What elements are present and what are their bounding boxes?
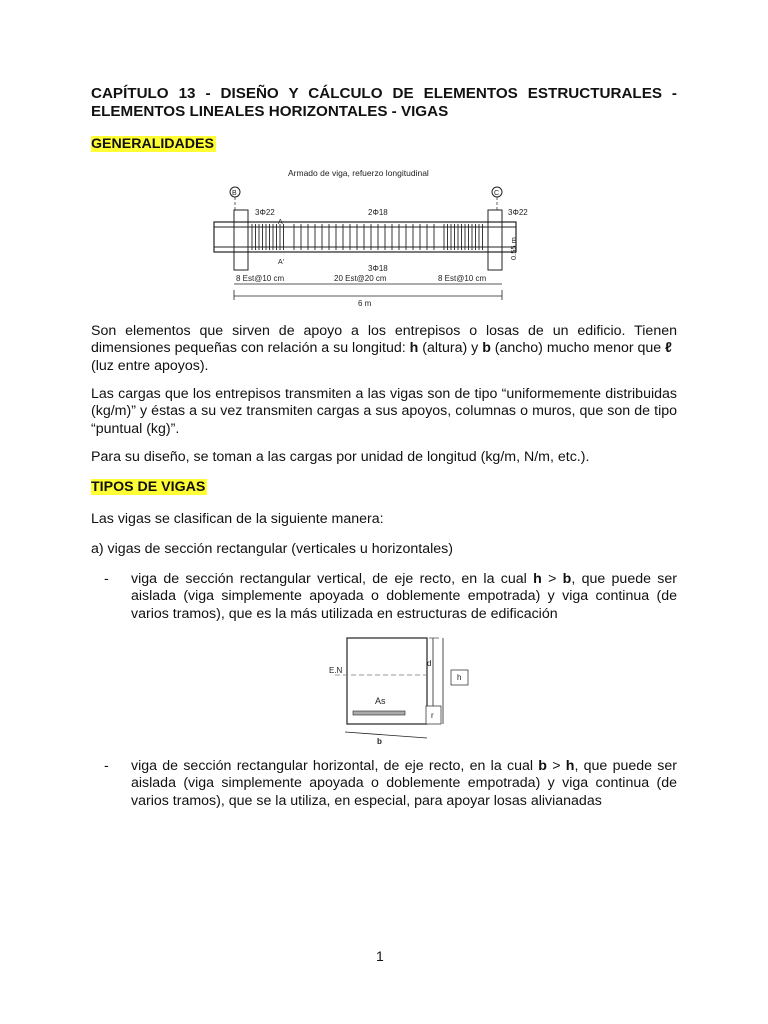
r-label: r [431, 711, 434, 720]
paragraph-classification: Las vigas se clasifican de la siguiente manera: [91, 511, 384, 527]
bullet-horizontal-beam: viga de sección rectangular horizontal, de eje recto, en la cual b > h, que puede ser aislada (viga simplemente apoyada o doblemente empotrada) y viga continua (de varios tramos), que se la utiliza, en especial, para apoyar losas alivianadas [131, 758, 677, 809]
stirrups-left-label: 8 Est@10 cm [236, 274, 285, 283]
paragraph-design: Para su diseño, se toman a las cargas por unidad de longitud (kg/m, N/m, etc.). [91, 449, 590, 465]
bullet-vertical-beam: viga de sección rectangular vertical, de eje recto, en la cual h > b, que puede ser aislada (viga simplemente apoyada o doblemente empotrada) y viga continua (de varios tramos), que es la más utilizada en estructuras de edificación [131, 571, 677, 622]
top-bars-left-label: 3Φ22 [255, 208, 275, 217]
chapter-title-line2: ELEMENTOS LINEALES HORIZONTALES - VIGAS [91, 103, 449, 120]
section-a-label: A [278, 219, 283, 226]
support-right-label: C [494, 190, 500, 197]
paragraph-loads: Las cargas que los entrepisos transmiten a las vigas son de tipo “uniformemente distribuidas (kg/m)” y éstas a su vez transmiten cargas a sus apoyos, columnas o muros, que son de tipo “puntual (kg)”. [91, 386, 677, 437]
support-left-label: B [232, 190, 237, 197]
d-label: d [427, 659, 432, 668]
page-number: 1 [376, 948, 384, 964]
chapter-title [91, 85, 677, 121]
stirrups-right-label: 8 Est@10 cm [438, 274, 487, 283]
beam-reinforcement-figure [200, 160, 530, 312]
chapter-title-line1: CAPÍTULO 13 - DISEÑO Y CÁLCULO DE ELEMENTOS ESTRUCTURALES - [91, 85, 677, 102]
stirrups-mid-label: 20 Est@20 cm [334, 274, 387, 283]
top-bars-mid-label: 2Φ18 [368, 208, 388, 217]
b-label: b [377, 737, 382, 746]
bullet-dash-2: - [104, 758, 109, 774]
bullet-dash: - [104, 571, 109, 587]
bottom-bars-label: 3Φ18 [368, 264, 388, 273]
section-a2-label: A' [278, 259, 285, 266]
heading-generalidades: GENERALIDADES [91, 136, 214, 152]
h-label: h [457, 673, 462, 682]
neutral-axis-label: E.N [329, 666, 343, 675]
paragraph-definition: Son elementos que sirven de apoyo a los entrepisos o losas de un edificio. Tienen dimensiones pequeñas con relación a su longitud: h (altura) y b (ancho) mucho menor que ℓ (luz entre apoyos). [91, 323, 677, 374]
figure-caption: Armado de viga, refuerzo longitudinal [288, 168, 429, 178]
height-label: 0.55 m [509, 237, 518, 260]
top-bars-right-label: 3Φ22 [508, 208, 528, 217]
as-label: As [375, 696, 386, 706]
section-figure [325, 634, 475, 746]
span-label: 6 m [358, 299, 372, 308]
heading-tipos-de-vigas: TIPOS DE VIGAS [91, 479, 206, 495]
paragraph-rectangular: a) vigas de sección rectangular (verticales u horizontales) [91, 541, 453, 557]
